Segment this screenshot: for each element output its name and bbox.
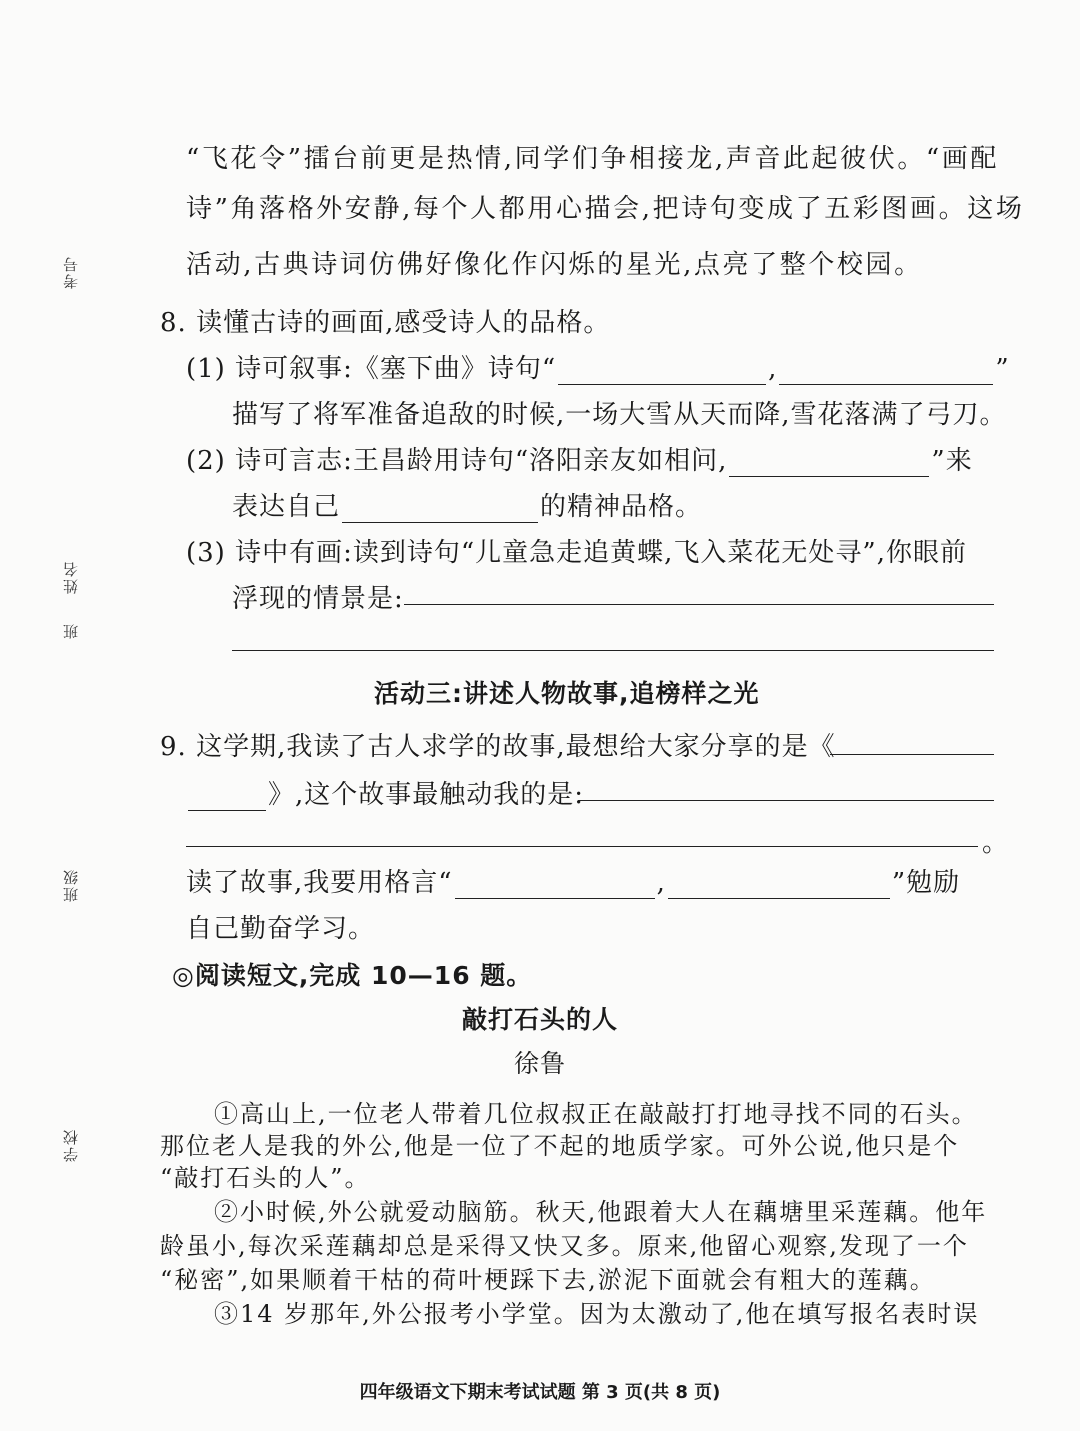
reading-p1-line1: ①高山上,一位老人带着几位叔叔正在敲敲打打地寻找不同的石头。	[214, 1100, 978, 1128]
reading-p1-line2: 那位老人是我的外公,他是一位了不起的地质学家。可外公说,他只是个	[160, 1132, 960, 1160]
q8-part3-line2	[232, 578, 404, 615]
q9-motto-blank-2[interactable]	[668, 872, 890, 899]
q8-part1-prompt: (1) 诗可叙事:《塞下曲》诗句“	[186, 354, 557, 384]
q8-part2-blank-1[interactable]	[729, 450, 929, 477]
activity3-title: 活动三:讲述人物故事,追榜样之光	[374, 679, 760, 708]
margin-label-school: 学校	[62, 1128, 80, 1162]
reading-p1-line3: “敲打石头的人”。	[160, 1164, 371, 1192]
q8-part2-suffix: 的精神品格。	[540, 492, 703, 522]
q9-line4	[186, 862, 960, 899]
q8-part1-blank-1[interactable]	[558, 358, 766, 385]
q8-part2-prompt: (2) 诗可言志:王昌龄用诗句“洛阳亲友如相问,	[186, 446, 728, 476]
q9-touch-answer-line-2[interactable]	[186, 846, 978, 847]
q9-line2	[186, 774, 584, 811]
q9-prompt: 9. 这学期,我读了古人求学的故事,最想给大家分享的是《	[160, 732, 836, 762]
q8-part2-line2	[232, 486, 702, 523]
q8-part1-blank-2[interactable]	[779, 358, 993, 385]
margin-label-name: 姓名	[62, 560, 80, 594]
q8-part1-line1	[186, 348, 1010, 385]
intro-line-3: 活动,古典诗词仿佛好像化作闪烁的星光,点亮了整个校园。	[186, 250, 923, 280]
q8-part3-answer-line-2[interactable]	[232, 650, 994, 651]
reading-p2-line3: “秘密”,如果顺着干枯的荷叶梗踩下去,淤泥下面就会有粗大的莲藕。	[160, 1266, 936, 1294]
intro-line-1: “飞花令”擂台前更是热情,同学们争相接龙,声音此起彼伏。“画配	[186, 144, 1000, 174]
reading-p3-line1: ③14 岁那年,外公报考小学堂。因为太激动了,他在填写报名表时误	[214, 1300, 980, 1328]
q8-stem: 8. 读懂古诗的画面,感受诗人的品格。	[160, 308, 611, 338]
q8-part2-close: ”来	[931, 446, 973, 476]
q8-part1-line2: 描写了将军准备追敌的时候,一场大雪从天而降,雪花落满了弓刀。	[232, 400, 1007, 430]
q8-part2-express: 表达自己	[232, 492, 341, 522]
q8-part1-comma: ,	[768, 354, 778, 384]
margin-label-class: 班级	[62, 868, 80, 902]
q9-line5: 自己勤奋学习。	[186, 914, 376, 944]
margin-label-class-short: 班	[62, 622, 80, 639]
q8-part2-blank-2[interactable]	[342, 496, 538, 523]
q8-part3-prompt: 浮现的情景是:	[232, 584, 404, 614]
q8-part1-close-quote: ”	[995, 354, 1010, 384]
intro-line-2: 诗”角落格外安静,每个人都用心描会,把诗句变成了五彩图画。这场	[186, 194, 1025, 224]
reading-p2-line1: ②小时候,外公就爱动脑筋。秋天,他跟着大人在藕塘里采莲藕。他年	[214, 1198, 988, 1226]
q9-touch-answer-line-1[interactable]	[578, 800, 994, 801]
page-footer: 四年级语文下期末考试试题 第 3 页(共 8 页)	[359, 1382, 721, 1403]
q9-period: 。	[982, 828, 1010, 858]
q9-book-blank-end[interactable]	[188, 784, 266, 811]
q9-book-blank-start[interactable]	[830, 754, 994, 755]
reading-author: 徐鲁	[513, 1049, 566, 1078]
q9-motto-prompt: 读了故事,我要用格言“	[186, 868, 453, 898]
reading-p2-line2: 龄虽小,每次采莲藕却总是采得又快又多。原来,他留心观察,发现了一个	[160, 1232, 969, 1260]
q9-touching-prompt: 》,这个故事最触动我的是:	[268, 780, 585, 810]
q9-motto-blank-1[interactable]	[455, 872, 655, 899]
q9-line1	[160, 726, 836, 763]
reading-instruction: ◎阅读短文,完成 10—16 题。	[172, 961, 533, 990]
q8-part2-line1	[186, 440, 973, 477]
q9-motto-comma: ,	[656, 868, 666, 898]
margin-label-exam-number: 考号	[62, 255, 80, 289]
q8-part3-line1: (3) 诗中有画:读到诗句“儿童急走追黄蝶,飞入菜花无处寻”,你眼前	[186, 538, 967, 568]
q9-motto-close: ”勉励	[891, 868, 961, 898]
reading-title: 敲打石头的人	[461, 1005, 618, 1034]
q8-part3-answer-line-1[interactable]	[404, 604, 994, 605]
